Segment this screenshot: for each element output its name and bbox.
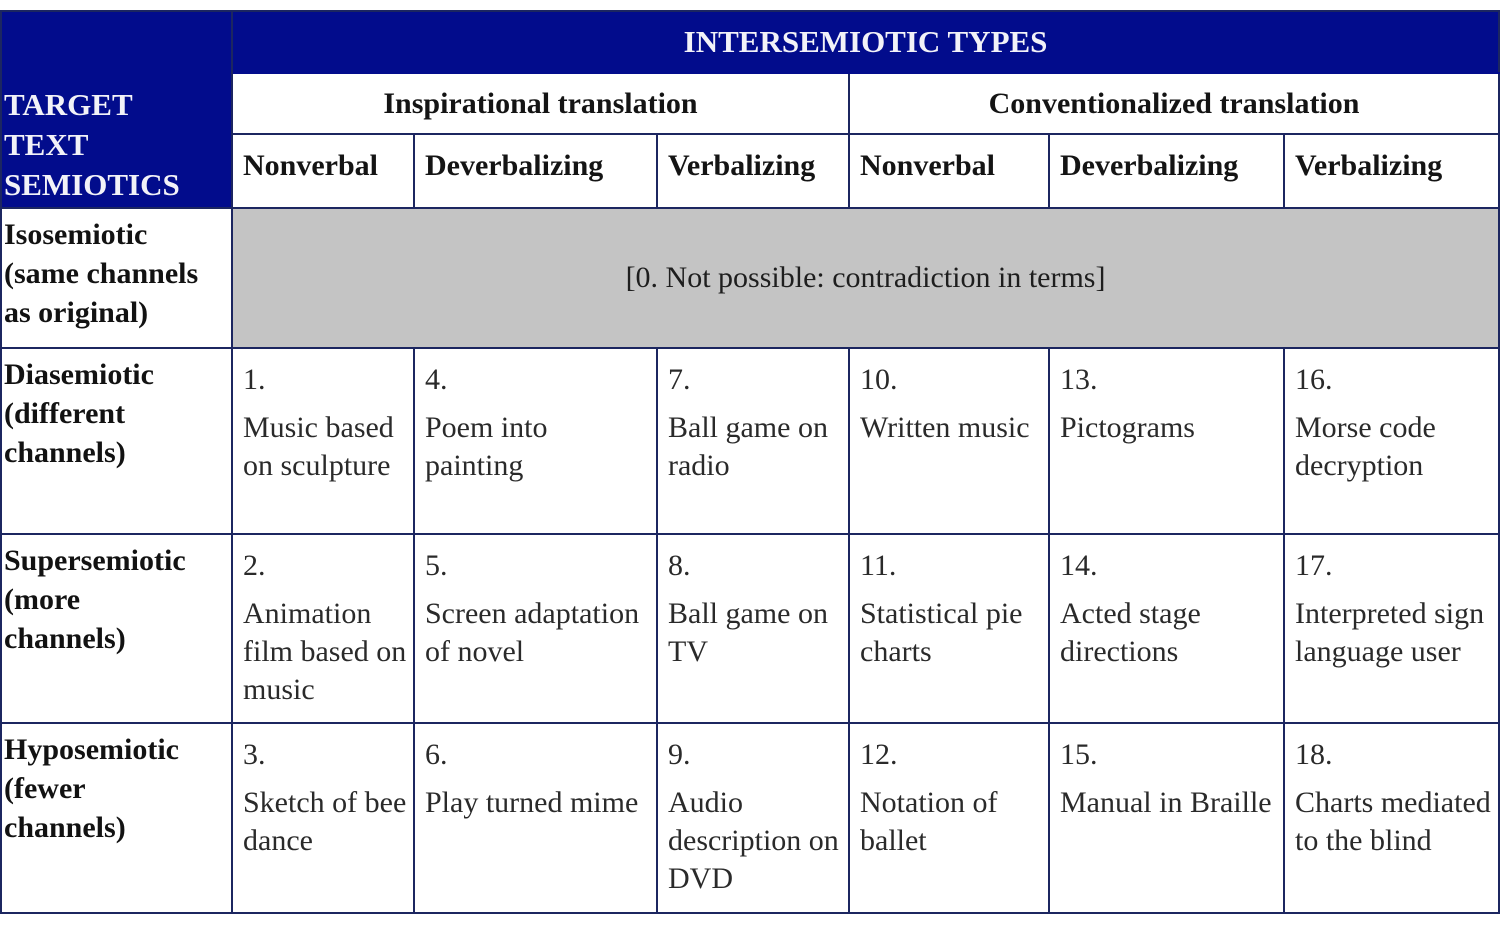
cell-number: 15.: [1060, 738, 1098, 771]
row-header-line: (fewer: [4, 772, 86, 805]
table-cell: [232, 534, 414, 723]
cell-number: 14.: [1060, 549, 1098, 582]
corner-header-line: TARGET: [4, 87, 133, 122]
corner-header-line: TEXT: [4, 127, 89, 162]
row-header-supersemiotic: [1, 534, 232, 723]
table-cell: [1049, 723, 1284, 913]
table-cell: [414, 723, 657, 913]
table-cell: [232, 723, 414, 913]
table-cell: [414, 534, 657, 723]
table-cell: [414, 348, 657, 534]
cell-text: Notation of ballet: [860, 786, 998, 857]
table-row-supersemiotic: [1, 534, 1499, 723]
cell-text: Music based on sculpture: [243, 411, 394, 482]
row-header-line: as original): [4, 296, 149, 329]
table-cell: [1049, 534, 1284, 723]
cell-number: 2.: [243, 549, 266, 582]
table-cell: [232, 348, 414, 534]
cell-text: Audio description on DVD: [668, 786, 839, 895]
cell-text: Animation film based on music: [243, 597, 407, 706]
table-cell: [1284, 348, 1499, 534]
table-row-diasemiotic: [1, 348, 1499, 534]
cell-text: Play turned mime: [425, 786, 639, 819]
cell-number: 8.: [668, 549, 691, 582]
row-header-line: channels): [4, 436, 126, 469]
subheader-verbalizing: Verbalizing: [657, 134, 849, 208]
cell-number: 10.: [860, 363, 898, 396]
cell-number: 7.: [668, 363, 691, 396]
row-header-line: Hyposemiotic: [4, 733, 179, 766]
corner-header-target-text-semiotics: [1, 11, 232, 208]
cell-text: Ball game on TV: [668, 597, 828, 668]
cell-number: 5.: [425, 549, 448, 582]
table-cell: [1049, 348, 1284, 534]
row-header-line: channels): [4, 811, 126, 844]
cell-number: 18.: [1295, 738, 1333, 771]
table-cell: [657, 723, 849, 913]
row-header-line: Diasemiotic: [4, 358, 154, 391]
subheader-deverbalizing: Deverbalizing: [414, 134, 657, 208]
intersemiotic-types-table: [0, 10, 1500, 914]
cell-number: 4.: [425, 363, 448, 396]
cell-text: Ball game on radio: [668, 411, 828, 482]
cell-text: Charts mediated to the blind: [1295, 786, 1491, 857]
row-header-diasemiotic: [1, 348, 232, 534]
table-cell: [657, 348, 849, 534]
cell-text: Manual in Braille: [1060, 786, 1272, 819]
table-row-isosemiotic: [1, 208, 1499, 348]
not-possible-cell: [0. Not possible: contradiction in terms]: [232, 208, 1499, 348]
cell-text: Morse code decryption: [1295, 411, 1436, 482]
group-header-conventionalized: Conventionalized translation: [849, 73, 1499, 134]
cell-number: 12.: [860, 738, 898, 771]
cell-number: 1.: [243, 363, 266, 396]
cell-number: 13.: [1060, 363, 1098, 396]
table-cell: [657, 534, 849, 723]
row-header-line: Supersemiotic: [4, 544, 186, 577]
table-row-hyposemiotic: [1, 723, 1499, 913]
cell-number: 16.: [1295, 363, 1333, 396]
row-header-line: (same channels: [4, 257, 199, 290]
cell-text: Interpreted sign language user: [1295, 597, 1485, 668]
row-header-line: (more: [4, 583, 81, 616]
subheader-verbalizing: Verbalizing: [1284, 134, 1499, 208]
row-header-line: Isosemiotic: [4, 218, 148, 251]
cell-text: Poem into painting: [425, 411, 548, 482]
table-title: INTERSEMIOTIC TYPES: [232, 11, 1499, 73]
group-header-inspirational: Inspirational translation: [232, 73, 849, 134]
subheader-nonverbal: Nonverbal: [232, 134, 414, 208]
cell-text: Acted stage directions: [1060, 597, 1201, 668]
table-cell: [849, 723, 1049, 913]
subheader-nonverbal: Nonverbal: [849, 134, 1049, 208]
row-header-line: channels): [4, 622, 126, 655]
row-header-hyposemiotic: [1, 723, 232, 913]
cell-number: 3.: [243, 738, 266, 771]
cell-text: Pictograms: [1060, 411, 1195, 444]
table-cell: [1284, 534, 1499, 723]
cell-text: Statistical pie charts: [860, 597, 1023, 668]
row-header-line: (different: [4, 397, 126, 430]
table-cell: [849, 534, 1049, 723]
table-cell: [849, 348, 1049, 534]
cell-number: 17.: [1295, 549, 1333, 582]
row-header-isosemiotic: [1, 208, 232, 348]
cell-text: Sketch of bee dance: [243, 786, 407, 857]
corner-header-line: SEMIOTICS: [4, 167, 180, 202]
cell-number: 6.: [425, 738, 448, 771]
table-cell: [1284, 723, 1499, 913]
subheader-deverbalizing: Deverbalizing: [1049, 134, 1284, 208]
cell-number: 9.: [668, 738, 691, 771]
cell-text: Screen adaptation of novel: [425, 597, 640, 668]
cell-number: 11.: [860, 549, 897, 582]
cell-text: Written music: [860, 411, 1030, 444]
